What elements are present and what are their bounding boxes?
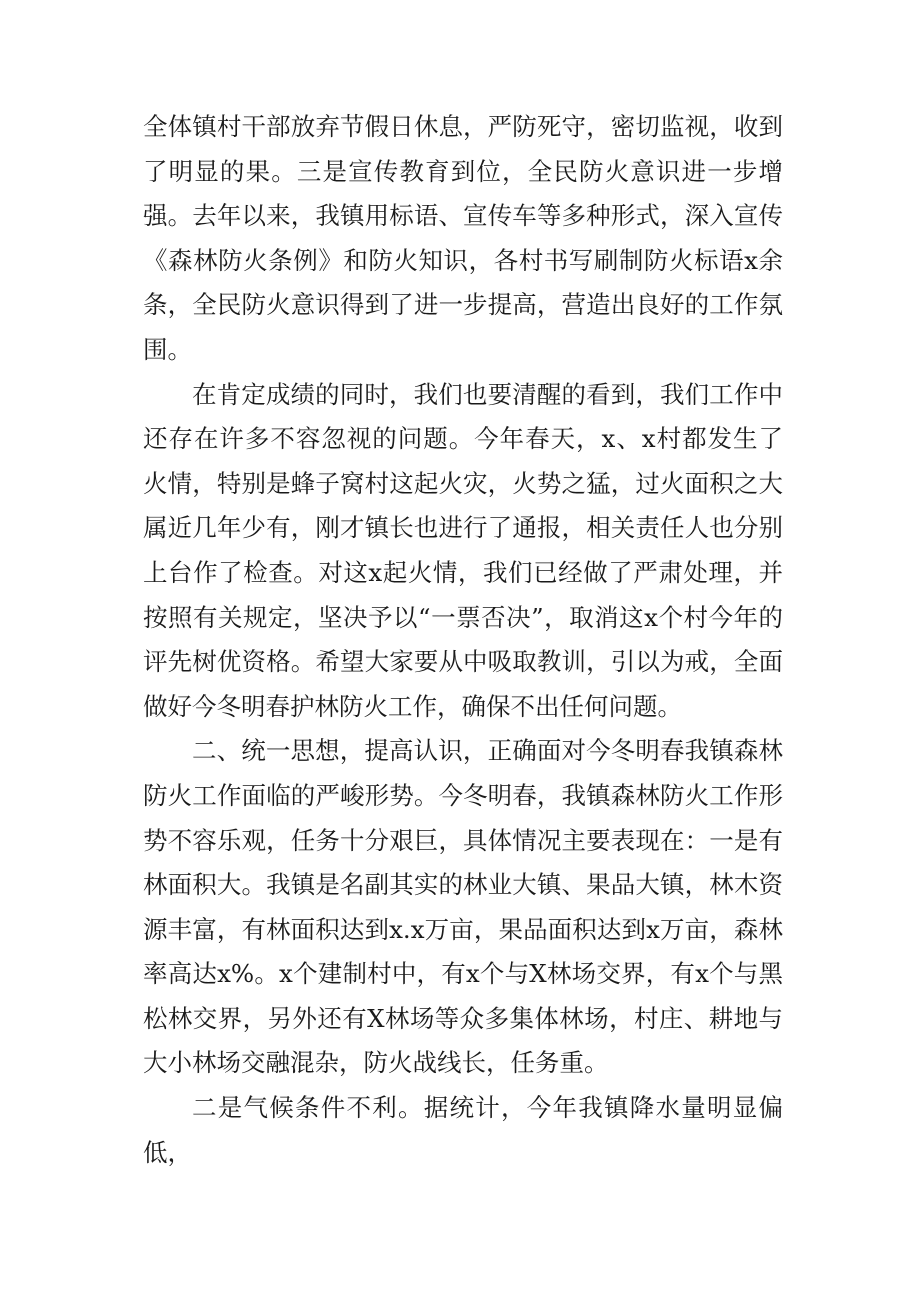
paragraph-section-two: 二、统一思想，提高认识，正确面对今冬明春我镇森林防火工作面临的严峻形势。今冬明春，我镇森林防火工作形势不容乐观，任务十分艰巨，具体情况主要表现在：一是有林面积大。我镇是名副其实的林业大镇、果品大镇，林木资源丰富，有林面积达到x.x万亩，果品面积达到x万亩，森林率高达x%。x个建制村中，有x个与X林场交界，有x个与黑松林交界，另外还有X林场等众多集体林场，村庄、耕地与大小林场交融混杂，防火战线长，任务重。 <box>143 736 783 1078</box>
paragraph-publicity-results: 全体镇村干部放弃节假日休息，严防死守，密切监视，收到了明显的果。三是宣传教育到位，全民防火意识进一步增强。去年以来，我镇用标语、宣传车等多种形式，深入宣传《森林防火条例》和防火知识，各村书写刷制防火标语x余条，全民防火意识得到了进一步提高，营造出良好的工作氛围。 <box>143 112 783 364</box>
paragraph-problems: 在肯定成绩的同时，我们也要清醒的看到，我们工作中还存在许多不容忽视的问题。今年春天，x、x村都发生了火情，特别是蜂子窝村这起火灾，火势之猛，过火面积之大属近几年少有，刚才镇长也进行了通报，相关责任人也分别上台作了检查。对这x起火情，我们已经做了严肃处理，并按照有关规定，坚决予以“一票否决”，取消这x个村今年的评先树优资格。希望大家要从中吸取教训，引以为戒，全面做好今冬明春护林防火工作，确保不出任何问题。 <box>143 379 783 721</box>
document-body <box>143 105 783 1175</box>
paragraph-climate: 二是气候条件不利。据统计，今年我镇降水量明显偏低， <box>143 1093 783 1167</box>
